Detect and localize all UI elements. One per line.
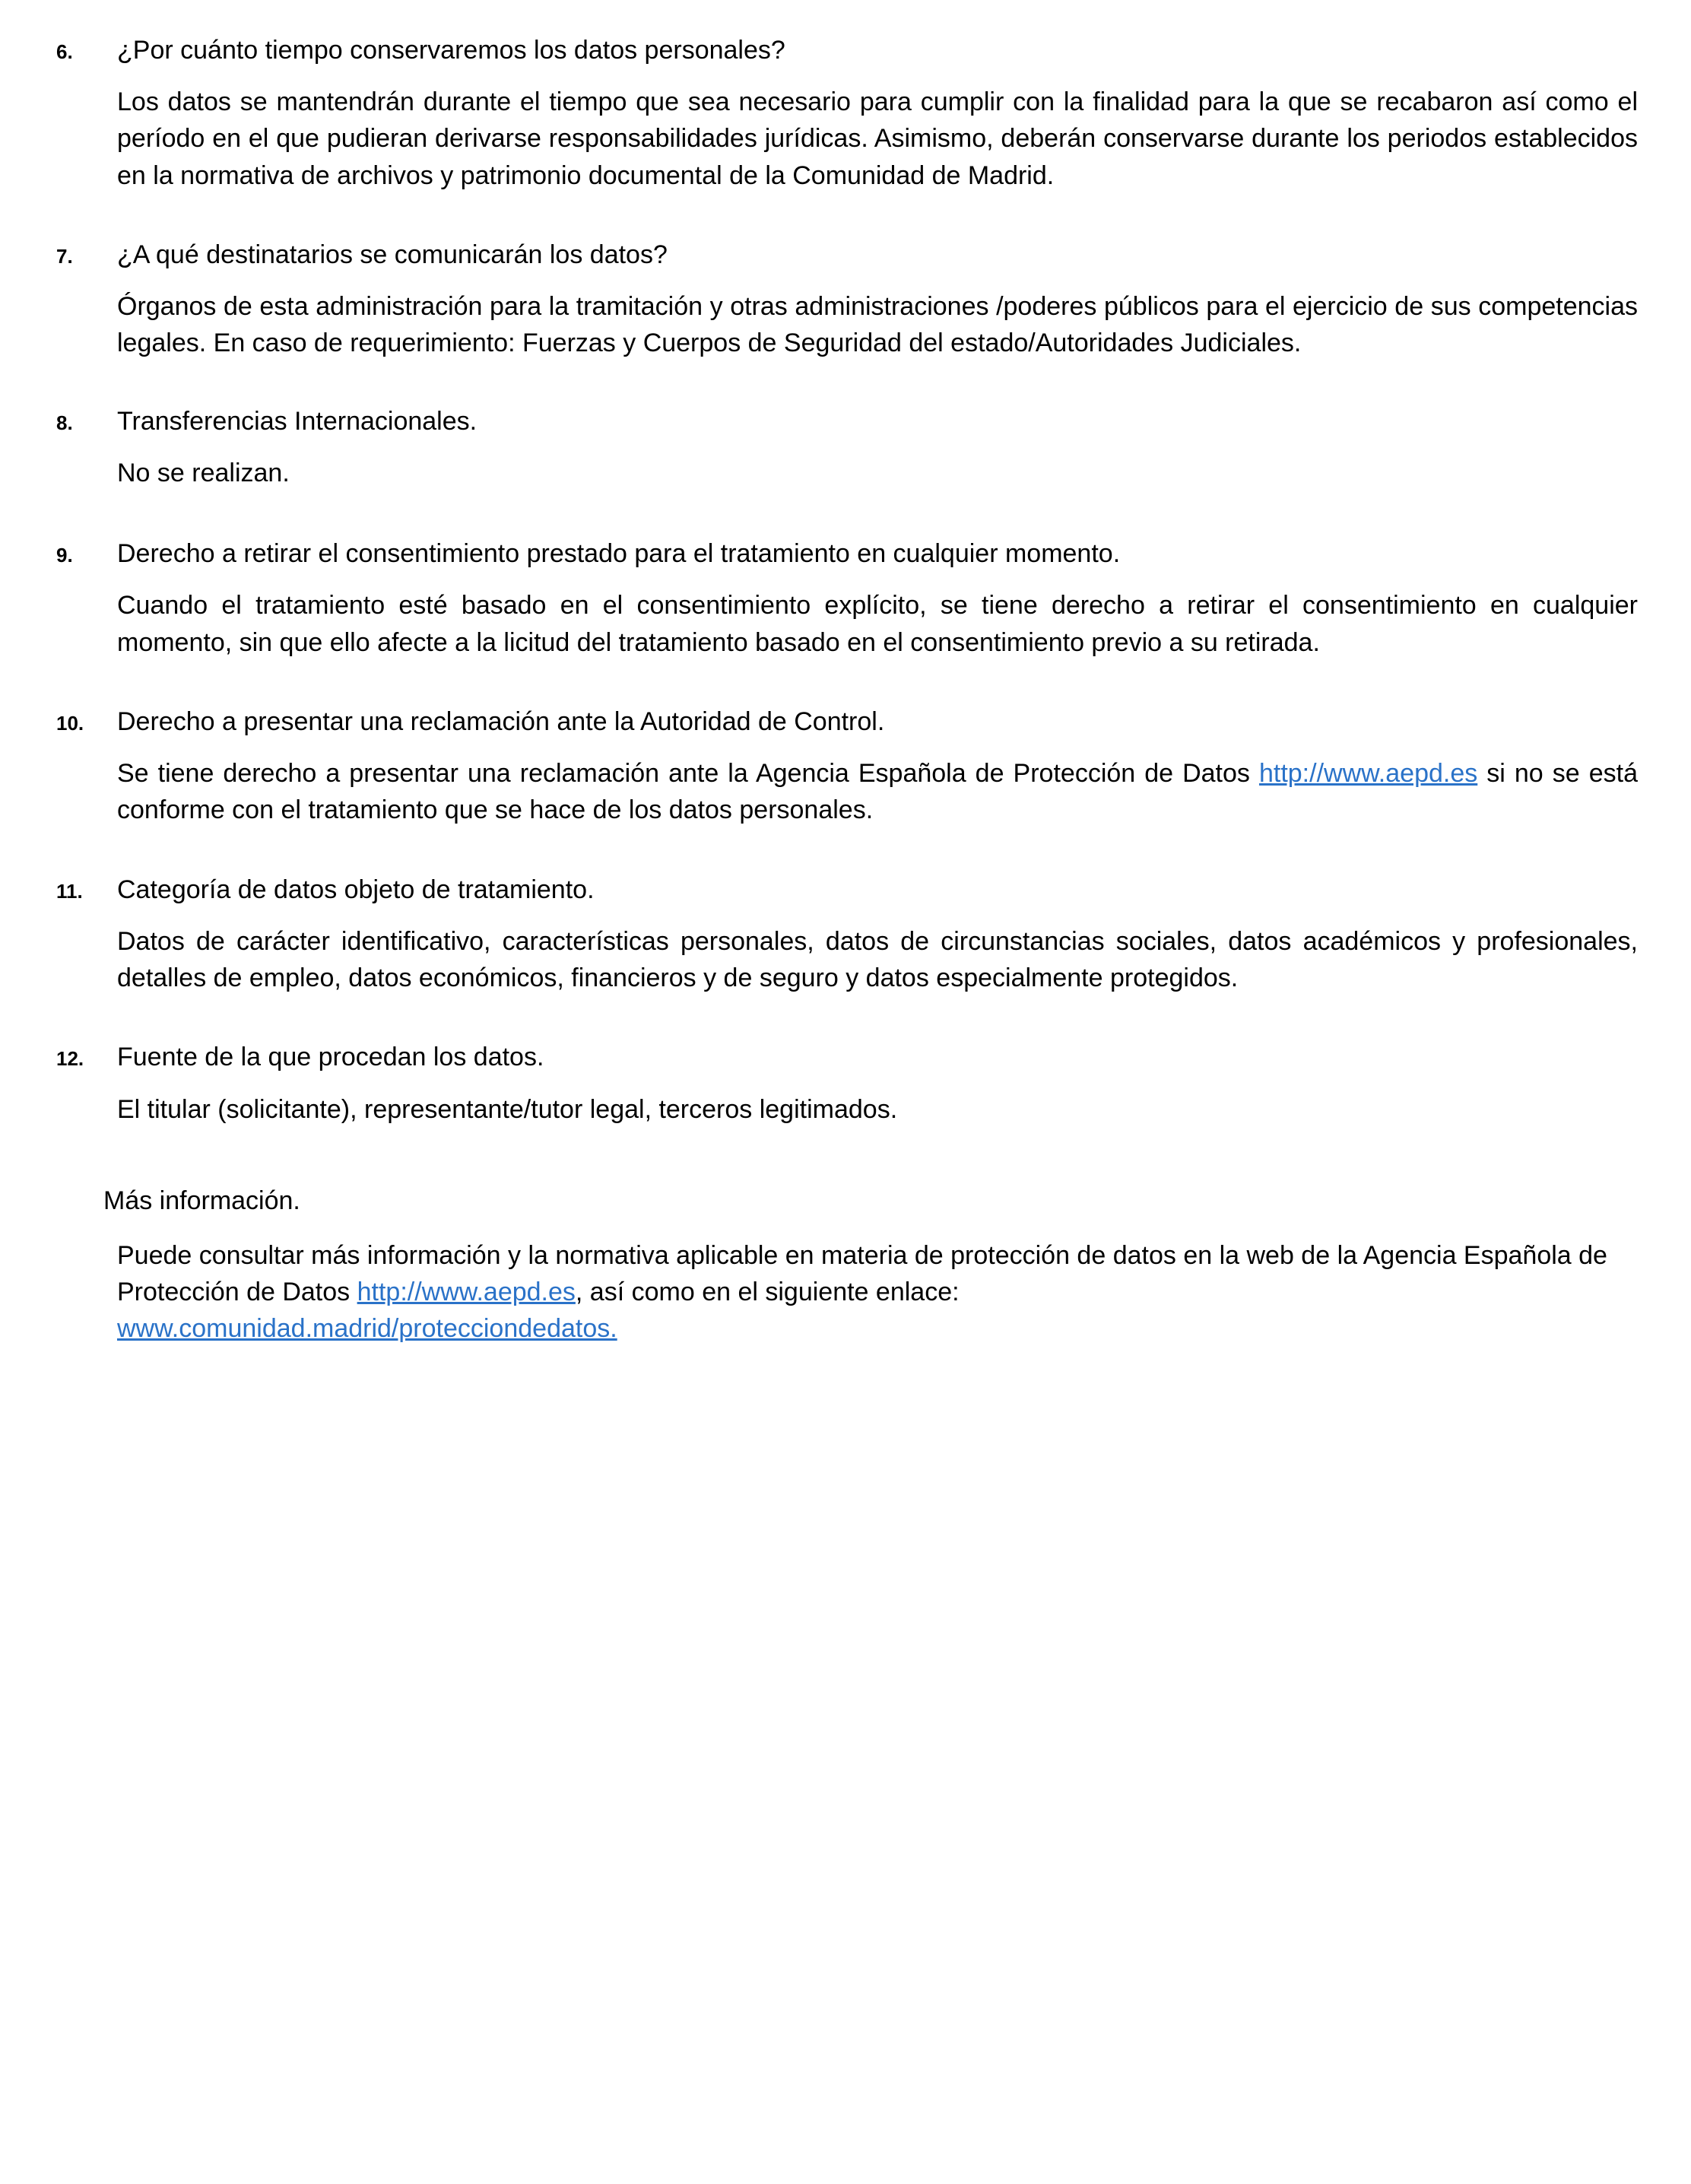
item-heading: Categoría de datos objeto de tratamiento. [117, 875, 595, 904]
item-heading: Fuente de la que procedan los datos. [117, 1043, 544, 1072]
list-item [53, 705, 1638, 829]
item-body-text-after: si no se está conforme con el tratamiento que se hace de los datos personales. [117, 759, 1638, 825]
list-item [53, 873, 1638, 997]
more-info-text-1: Puede consultar más información y la normativa aplicable en materia de protección de datos en la web de la Agencia Española de Protección de Datos [117, 1240, 1607, 1307]
item-heading: ¿A qué destinatarios se comunicarán los datos? [117, 240, 668, 269]
more-info-text-2: , así como en el siguiente enlace: [575, 1278, 960, 1307]
aepd-link[interactable]: http://www.aepd.es [1258, 759, 1478, 789]
item-number: 9. [56, 544, 73, 567]
aepd-link[interactable]: http://www.aepd.es [357, 1278, 576, 1307]
item-number: 11. [56, 879, 83, 903]
item-heading-row [53, 537, 1638, 570]
more-info-title: Más información. [103, 1186, 300, 1215]
item-number: 12. [56, 1047, 84, 1071]
item-number: 10. [56, 711, 84, 735]
item-body-text-before: Se tiene derecho a presentar una reclamación ante la Agencia Española de Protección de Datos [117, 759, 1259, 789]
item-heading-row [53, 33, 1638, 67]
item-number: 7. [56, 244, 73, 268]
item-heading: Derecho a retirar el consentimiento prestado para el tratamiento en cualquier momento. [117, 539, 1121, 569]
item-heading: ¿Por cuánto tiempo conservaremos los datos personales? [117, 36, 785, 65]
item-body: No se realizan. [117, 458, 290, 487]
more-info-body [117, 1237, 1638, 1348]
item-body: Datos de carácter identificativo, características personales, datos de circunstancias sociales, datos académicos y profesionales, detalles de empleo, datos económicos, financieros y de seguro y datos especialmente protegidos. [117, 926, 1638, 993]
list-item [53, 1040, 1638, 1127]
item-heading-row [53, 405, 1638, 438]
item-body: Cuando el tratamiento esté basado en el consentimiento explícito, se tiene derecho a retirar el consentimiento en cualquier momento, sin que ello afecte a la licitud del tratamiento basado en el consentimiento previo a su retirada. [117, 591, 1638, 657]
list-item [53, 405, 1638, 491]
comunidad-madrid-link[interactable]: www.comunidad.madrid/protecciondedatos. [117, 1314, 617, 1344]
item-body: Órganos de esta administración para la tramitación y otras administraciones /poderes públicos para el ejercicio de sus competencias legales. En caso de requerimiento: Fuerzas y Cuerpos de Seguridad del estado/Autoridades Judiciales. [117, 292, 1638, 358]
item-heading-row [53, 1040, 1638, 1074]
item-heading: Transferencias Internacionales. [117, 406, 477, 436]
item-body: El titular (solicitante), representante/tutor legal, terceros legitimados. [117, 1094, 898, 1124]
more-info-section [53, 1184, 1638, 1348]
item-number: 6. [56, 40, 73, 63]
item-body: Los datos se mantendrán durante el tiempo que sea necesario para cumplir con la finalidad para la que se recabaron así como el período en el que pudieran derivarse responsabilidades jurídicas. Asimismo, deberán conservarse durante los periodos establecidos en la normativa de archivos y patrimonio documental de la Comunidad de Madrid. [117, 87, 1638, 190]
item-heading: Derecho a presentar una reclamación ante la Autoridad de Control. [117, 706, 885, 736]
list-item [53, 33, 1638, 194]
item-heading-row [53, 705, 1638, 738]
item-heading-row [53, 873, 1638, 906]
item-number: 8. [56, 411, 73, 434]
item-body [117, 755, 1638, 829]
item-heading-row [53, 238, 1638, 271]
list-item [53, 537, 1638, 661]
list-item [53, 238, 1638, 362]
